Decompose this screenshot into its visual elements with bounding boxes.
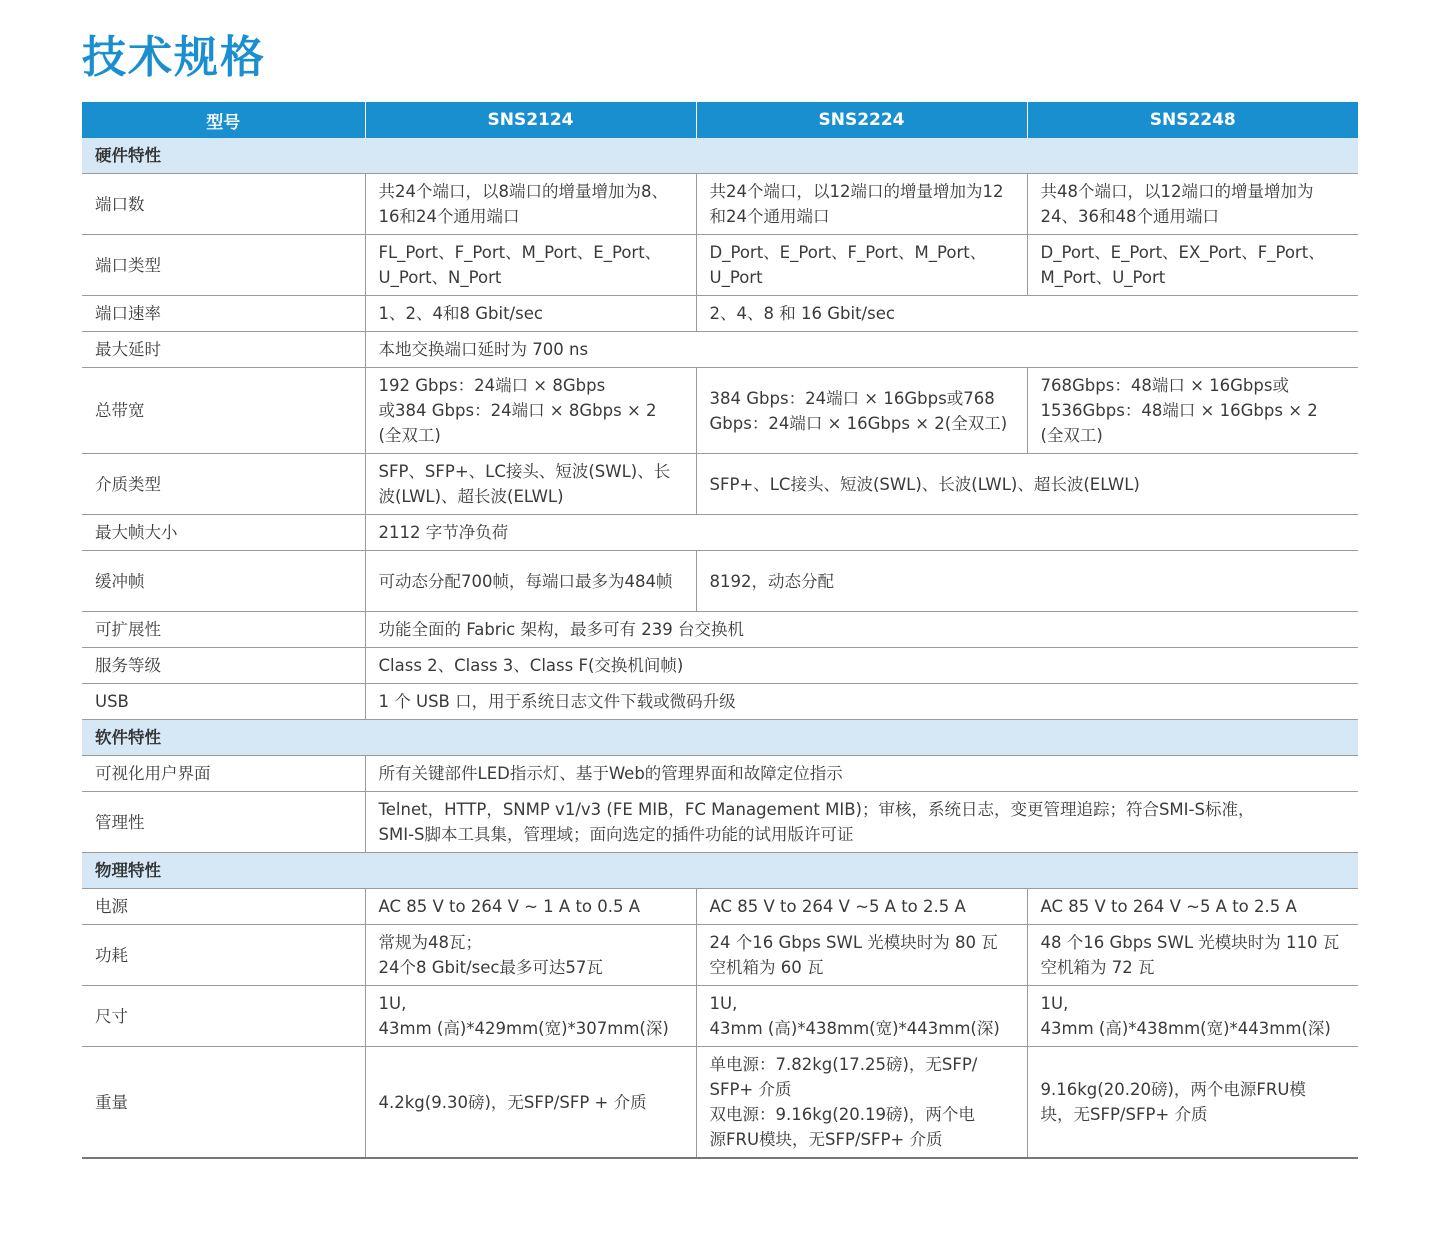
cell: 8192，动态分配 <box>696 551 1358 612</box>
cell <box>365 986 696 1047</box>
cell: Class 2、Class 3、Class F(交换机间帧) <box>365 648 1358 684</box>
cell-line: 43mm (高)*429mm(宽)*307mm(深) <box>378 1019 669 1038</box>
cell-line: 48 个16 Gbps SWL 光模块时为 110 瓦 <box>1040 933 1340 952</box>
cell: AC 85 V to 264 V ~5 A to 2.5 A <box>1027 889 1358 925</box>
row-label: 最大帧大小 <box>82 515 365 551</box>
cell-line: 空机箱为 60 瓦 <box>709 958 824 977</box>
table-row <box>82 551 1358 612</box>
table-row <box>82 296 1358 332</box>
header-model: 型号 <box>82 102 365 138</box>
cell: AC 85 V to 264 V ~5 A to 2.5 A <box>696 889 1027 925</box>
row-label: 缓冲帧 <box>82 551 365 612</box>
cell <box>365 792 1358 853</box>
cell-line: 1U, <box>378 994 407 1013</box>
row-label: 最大延时 <box>82 332 365 368</box>
cell-line: 768Gbps：48端口 × 16Gbps或 <box>1040 376 1289 395</box>
cell <box>696 368 1027 454</box>
table-row <box>82 612 1358 648</box>
cell: 1 个 USB 口，用于系统日志文件下载或微码升级 <box>365 684 1358 720</box>
row-label: 功耗 <box>82 925 365 986</box>
cell: 功能全面的 Fabric 架构，最多可有 239 台交换机 <box>365 612 1358 648</box>
table-row <box>82 925 1358 986</box>
cell-line: 43mm (高)*438mm(宽)*443mm(深) <box>709 1019 1000 1038</box>
cell-line: 或384 Gbps：24端口 × 8Gbps × 2 <box>378 401 657 420</box>
cell: D_Port、E_Port、F_Port、M_Port、U_Port <box>696 235 1027 296</box>
table-row <box>82 1047 1358 1159</box>
cell: 共24个端口，以12端口的增量增加为12和24个通用端口 <box>696 174 1027 235</box>
cell: D_Port、E_Port、EX_Port、F_Port、M_Port、U_Port <box>1027 235 1358 296</box>
row-label: 可视化用户界面 <box>82 756 365 792</box>
cell-line: 24个8 Gbit/sec最多可达57瓦 <box>378 958 603 977</box>
cell-line: 384 Gbps：24端口 × 16Gbps或768 <box>709 388 995 408</box>
cell-line: 43mm (高)*438mm(宽)*443mm(深) <box>1040 1019 1331 1038</box>
table-row <box>82 684 1358 720</box>
cell: 1、2、4和8 Gbit/sec <box>365 296 696 332</box>
row-label: USB <box>82 684 365 720</box>
section-label: 物理特性 <box>82 853 1358 889</box>
cell <box>696 986 1027 1047</box>
cell <box>365 368 696 454</box>
cell-line: 1536Gbps：48端口 × 16Gbps × 2 <box>1040 401 1318 420</box>
table-row <box>82 174 1358 235</box>
cell: 4.2kg(9.30磅)，无SFP/SFP + 介质 <box>365 1047 696 1159</box>
row-label: 重量 <box>82 1047 365 1159</box>
row-label: 电源 <box>82 889 365 925</box>
cell-line: 192 Gbps：24端口 × 8Gbps <box>378 376 606 395</box>
cell-line: 单电源：7.82kg(17.25磅)，无SFP/ <box>709 1055 978 1074</box>
row-label: 端口数 <box>82 174 365 235</box>
cell <box>1027 925 1358 986</box>
table-row <box>82 235 1358 296</box>
cell <box>1027 986 1358 1047</box>
section-hardware <box>82 138 1358 174</box>
cell: SFP+、LC接头、短波(SWL)、长波(LWL)、超长波(ELWL) <box>696 454 1358 515</box>
row-label: 服务等级 <box>82 648 365 684</box>
table-row <box>82 756 1358 792</box>
cell-line: SFP+ 介质 <box>709 1080 792 1099</box>
cell-line: 1U, <box>1040 994 1069 1013</box>
cell: 共48个端口，以12端口的增量增加为24、36和48个通用端口 <box>1027 174 1358 235</box>
cell-line: 24 个16 Gbps SWL 光模块时为 80 瓦 <box>709 933 998 952</box>
row-label: 尺寸 <box>82 986 365 1047</box>
section-software <box>82 720 1358 756</box>
cell-line: 源FRU模块，无SFP/SFP+ 介质 <box>709 1130 943 1149</box>
section-label: 硬件特性 <box>82 138 1358 174</box>
table-row <box>82 332 1358 368</box>
section-physical <box>82 853 1358 889</box>
table-row <box>82 889 1358 925</box>
cell: 本地交换端口延时为 700 ns <box>365 332 1358 368</box>
cell <box>696 925 1027 986</box>
header-sns2124: SNS2124 <box>365 102 696 138</box>
row-label: 总带宽 <box>82 368 365 454</box>
cell <box>365 925 696 986</box>
cell-line: 双电源：9.16kg(20.19磅)，两个电 <box>709 1105 975 1124</box>
cell-line: (全双工) <box>378 426 441 445</box>
table-row <box>82 454 1358 515</box>
table-header-row <box>82 102 1358 138</box>
cell: 可动态分配700帧，每端口最多为484帧 <box>365 551 696 612</box>
cell: 2、4、8 和 16 Gbit/sec <box>696 296 1358 332</box>
cell: 2112 字节净负荷 <box>365 515 1358 551</box>
page-title: 技术规格 <box>82 32 266 83</box>
cell: FL_Port、F_Port、M_Port、E_Port、U_Port、N_Port <box>365 235 696 296</box>
cell-line: 空机箱为 72 瓦 <box>1040 958 1155 977</box>
cell <box>1027 1047 1358 1159</box>
cell-line: Telnet，HTTP，SNMP v1/v3 (FE MIB，FC Management MIB)；审核，系统日志，变更管理追踪；符合SMI-S标准， <box>378 800 1255 819</box>
row-label: 介质类型 <box>82 454 365 515</box>
row-label: 端口速率 <box>82 296 365 332</box>
cell-line: (全双工) <box>1040 426 1103 445</box>
row-label: 端口类型 <box>82 235 365 296</box>
table-row <box>82 368 1358 454</box>
table-row <box>82 792 1358 853</box>
cell: AC 85 V to 264 V ~ 1 A to 0.5 A <box>365 889 696 925</box>
cell-line: 常规为48瓦； <box>378 933 482 952</box>
table-row <box>82 648 1358 684</box>
table-row <box>82 515 1358 551</box>
cell: 共24个端口，以8端口的增量增加为8、16和24个通用端口 <box>365 174 696 235</box>
section-label: 软件特性 <box>82 720 1358 756</box>
table-row <box>82 986 1358 1047</box>
spec-table <box>82 102 1358 1159</box>
header-sns2248: SNS2248 <box>1027 102 1358 138</box>
cell-line: Gbps：24端口 × 16Gbps × 2(全双工) <box>709 413 1008 433</box>
cell <box>696 1047 1027 1159</box>
cell: 所有关键部件LED指示灯、基于Web的管理界面和故障定位指示 <box>365 756 1358 792</box>
cell: SFP、SFP+、LC接头、短波(SWL)、长波(LWL)、超长波(ELWL) <box>365 454 696 515</box>
cell <box>1027 368 1358 454</box>
row-label: 可扩展性 <box>82 612 365 648</box>
cell-line: 块，无SFP/SFP+ 介质 <box>1040 1105 1208 1124</box>
cell-line: SMI-S脚本工具集，管理域；面向选定的插件功能的试用版许可证 <box>378 825 854 844</box>
cell-line: 9.16kg(20.20磅)，两个电源FRU模 <box>1040 1080 1306 1099</box>
cell-line: 1U, <box>709 994 738 1013</box>
header-sns2224: SNS2224 <box>696 102 1027 138</box>
row-label: 管理性 <box>82 792 365 853</box>
